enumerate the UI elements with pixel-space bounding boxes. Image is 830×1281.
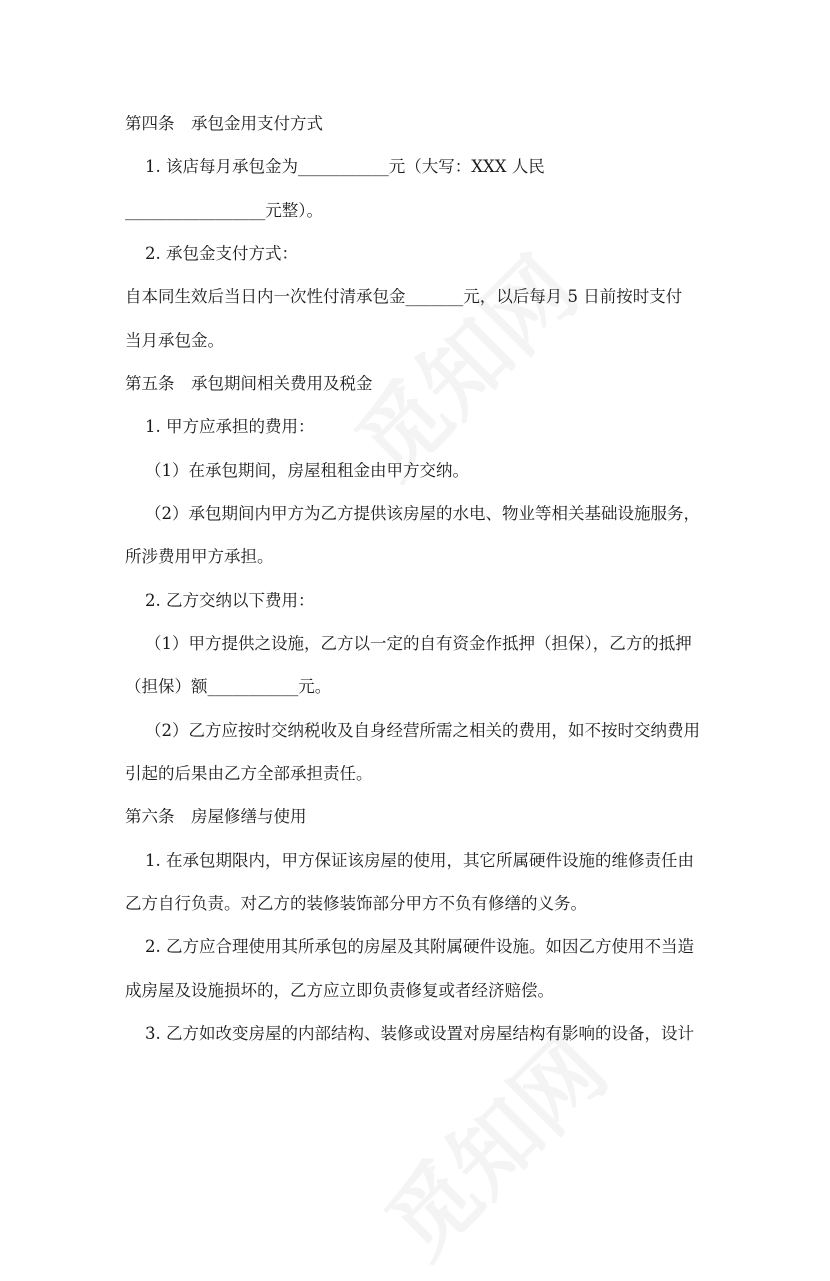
watermark: [324, 225, 600, 501]
clause-2: 2. 乙方交纳以下费用：: [145, 591, 315, 610]
clause-1: 1. 该店每月承包金为___________元（大写：XXX 人民: [145, 157, 545, 176]
clause-1-continued: _________________元整）。: [125, 201, 323, 220]
clause-2: 2. 承包金支付方式：: [145, 244, 298, 263]
clause-2-continued: 成房屋及设施损坏的，乙方应立即负责修复或者经济赔偿。: [125, 981, 554, 1000]
clause-1: 1. 在承包期限内，甲方保证该房屋的使用，其它所属硬件设施的维修责任由: [145, 851, 694, 870]
sub-clause-2: （2）承包期间内甲方为乙方提供该房屋的水电、物业等相关基础设施服务，: [145, 504, 700, 523]
sub-clause-2-continued: 引起的后果由乙方全部承担责任。: [125, 764, 373, 783]
article-4-heading: 第四条 承包金用支付方式: [125, 114, 323, 133]
clause-1-continued: 乙方自行负责。对乙方的装修装饰部分甲方不负有修缮的义务。: [125, 894, 587, 913]
watermark: [354, 1005, 630, 1281]
article-5-heading: 第五条 承包期间相关费用及税金: [125, 374, 373, 393]
sub-clause-1: （1）在承包期间，房屋租租金由甲方交纳。: [145, 461, 469, 480]
sub-clause-2: （2）乙方应按时交纳税收及自身经营所需之相关的费用，如不按时交纳费用: [145, 721, 700, 740]
clause-3: 3. 乙方如改变房屋的内部结构、装修或设置对房屋结构有影响的设备，设计: [145, 1024, 694, 1043]
payment-text: 自本同生效后当日内一次性付清承包金_______元，以后每月 5 日前按时支付: [125, 287, 683, 306]
clause-1: 1. 甲方应承担的费用：: [145, 417, 315, 436]
payment-text-continued: 当月承包金。: [125, 331, 224, 350]
sub-clause-2-continued: 所涉费用甲方承担。: [125, 547, 274, 566]
article-6-heading: 第六条 房屋修缮与使用: [125, 807, 307, 826]
clause-2: 2. 乙方应合理使用其所承包的房屋及其附属硬件设施。如因乙方使用不当造: [145, 937, 694, 956]
sub-clause-1: （1）甲方提供之设施，乙方以一定的自有资金作抵押（担保），乙方的抵押: [145, 634, 692, 653]
sub-clause-1-continued: （担保）额___________元。: [125, 677, 332, 696]
